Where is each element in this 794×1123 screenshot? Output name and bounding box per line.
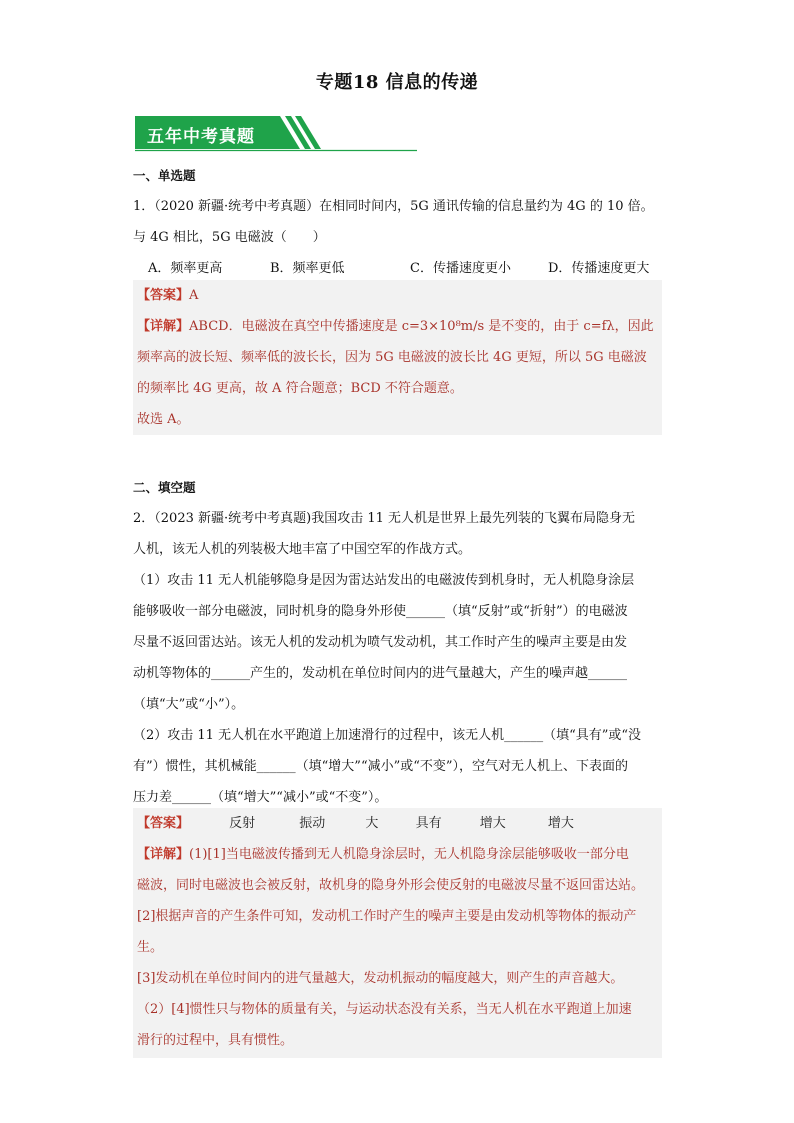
answer-item: 增大 bbox=[547, 816, 574, 831]
answer-item: 具有 bbox=[415, 816, 442, 831]
question-1-line: 1．（2020 新疆·统考中考真题）在相同时间内，5G 通讯传输的信息量约为 4G 的 10 倍。 bbox=[133, 199, 654, 214]
detail-line: [3]发动机在单位时间内的进气量越大，发动机振动的幅度越大，则产生的声音越大。 bbox=[137, 971, 624, 986]
page-title: 专题18 信息的传递 bbox=[315, 72, 479, 93]
section-banner bbox=[135, 116, 417, 152]
answer-box-2 bbox=[133, 808, 662, 1058]
question-2-part-1-line: 能够吸收一部分电磁波，同时机身的隐身外形使______（填“反射”或“折射”）的电磁波 bbox=[133, 604, 628, 619]
detail-line: 滑行的过程中，具有惯性。 bbox=[137, 1033, 294, 1048]
answer-item: 大 bbox=[365, 816, 379, 831]
answer-item: 反射 bbox=[229, 816, 256, 831]
question-2-line: 人机，该无人机的列装极大地丰富了中国空军的作战方式。 bbox=[133, 542, 472, 557]
answer-item: 振动 bbox=[299, 816, 326, 831]
detail-label: 【详解】 bbox=[137, 847, 190, 862]
answer-label: 【答案】 bbox=[137, 288, 190, 303]
answer-label: 【答案】 bbox=[137, 816, 190, 831]
question-2-line: 2．（2023 新疆·统考中考真题)我国攻击 11 无人机是世界上最先列装的飞翼布局隐身无 bbox=[133, 511, 635, 526]
detail-line: (1)[1]当电磁波传播到无人机隐身涂层时，无人机隐身涂层能够吸收一部分电 bbox=[189, 847, 629, 862]
section-heading: 一、单选题 bbox=[133, 168, 196, 183]
section-fill-blank bbox=[133, 472, 663, 813]
question-2-part-1-line: （填“大”或“小”）。 bbox=[133, 697, 245, 712]
detail-line: 故选 A。 bbox=[137, 412, 190, 427]
question-2-part-2-line: （2）攻击 11 无人机在水平跑道上加速滑行的过程中，该无人机______（填“具有”或“没 bbox=[133, 728, 642, 743]
detail-line: 的频率比 4G 更高，故 A 符合题意；BCD 不符合题意。 bbox=[137, 381, 463, 396]
question-1-line: 与 4G 相比，5G 电磁波（ ） bbox=[133, 230, 326, 245]
detail-line: [2]根据声音的产生条件可知，发动机工作时产生的噪声主要是由发动机等物体的振动产 bbox=[137, 909, 637, 924]
answer-row bbox=[133, 808, 662, 839]
question-2-part-1-line: （1）攻击 11 无人机能够隐身是因为雷达站发出的电磁波传到机身时，无人机隐身涂层 bbox=[133, 573, 635, 588]
option-d: D．传播速度更大 bbox=[548, 261, 650, 276]
section-heading: 二、填空题 bbox=[133, 480, 196, 495]
option-b: B．频率更低 bbox=[270, 261, 345, 276]
detail-label: 【详解】 bbox=[137, 319, 190, 334]
question-2-part-1-line: 尽量不返回雷达站。该无人机的发动机为喷气发动机，其工作时产生的噪声主要是由发 bbox=[133, 635, 628, 650]
answer-box-1 bbox=[133, 280, 662, 435]
detail-line: （2）[4]惯性只与物体的质量有关，与运动状态没有关系，当无人机在水平跑道上加速 bbox=[137, 1002, 632, 1017]
option-a: A．频率更高 bbox=[148, 261, 223, 276]
section-single-choice bbox=[133, 160, 663, 284]
detail-line: 频率高的波长短、频率低的波长长，因为 5G 电磁波的波长比 4G 更短，所以 5G 电磁波 bbox=[137, 350, 647, 365]
detail-line: 生。 bbox=[137, 940, 164, 955]
question-2-part-2-line: 有”）惯性，其机械能______（填“增大”“减小”或“不变”），空气对无人机上、下表面的 bbox=[133, 759, 629, 774]
banner-title: 五年中考真题 bbox=[147, 127, 255, 147]
question-2-part-2-line: 压力差______（填“增大”“减小”或“不变”）。 bbox=[133, 790, 388, 805]
answer-value: A bbox=[189, 288, 199, 303]
detail-line: 磁波，同时电磁波也会被反射，故机身的隐身外形会使反射的电磁波尽量不返回雷达站。 bbox=[137, 878, 645, 893]
detail-line: ABCD．电磁波在真空中传播速度是 c=3×10⁸m/s 是不变的，由于 c=fλ，因此 bbox=[189, 319, 654, 334]
answer-item: 增大 bbox=[479, 816, 506, 831]
question-2-part-1-line: 动机等物体的______产生的，发动机在单位时间内的进气量越大，产生的噪声越______ bbox=[133, 666, 628, 681]
option-c: C．传播速度更小 bbox=[410, 261, 511, 276]
